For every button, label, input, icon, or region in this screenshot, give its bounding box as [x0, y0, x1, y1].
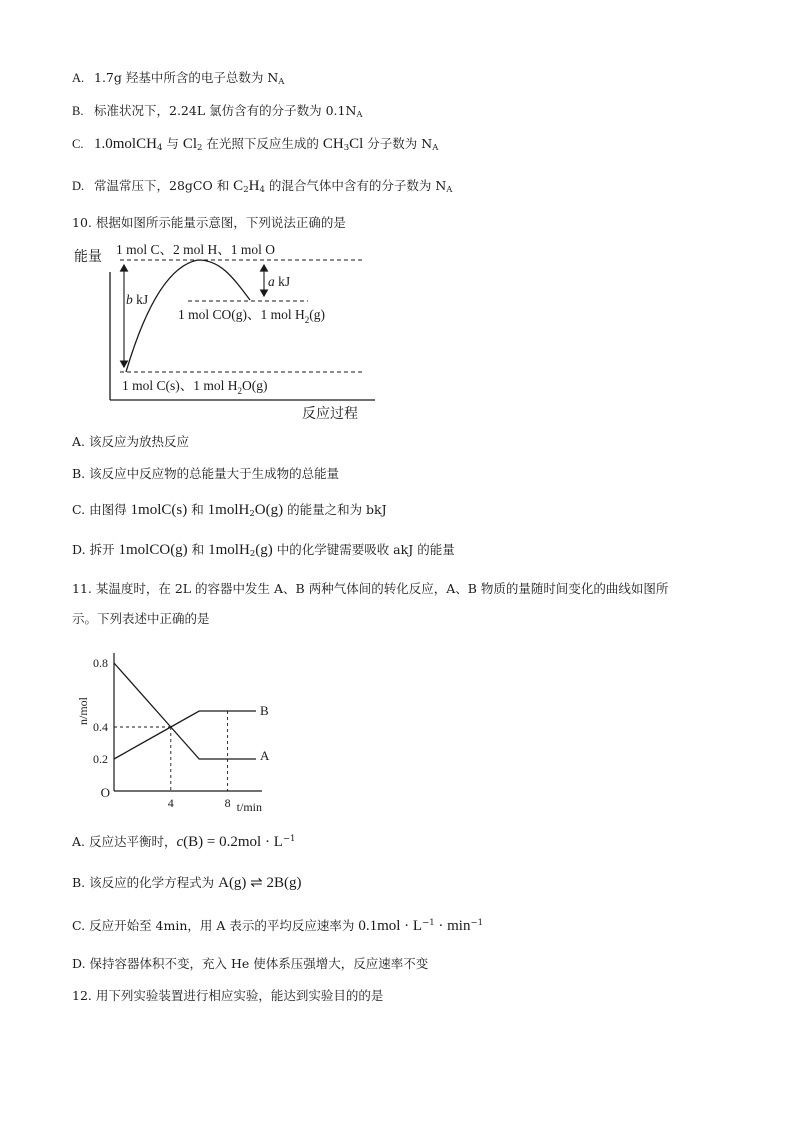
- chart-labels: [76, 656, 270, 814]
- x-tick-label: 8: [224, 796, 231, 810]
- series-label-b: B: [260, 703, 269, 718]
- b-kj-label: b kJ: [126, 292, 149, 307]
- y-tick-label: 0.2: [93, 752, 108, 766]
- q11-option-c: C. 反应开始至 4min，用 A 表示的平均反应速率为 $0.1mol \cdot L^{-1} \cdot \min^{-1}$: [72, 918, 483, 934]
- q11-stem-line-2: 示。下列表述中正确的是: [72, 611, 210, 626]
- a-kj-label: a kJ: [268, 274, 291, 289]
- q11-option-b: B. 该反应的化学方程式为 A(g) ⇌ 2B(g): [72, 875, 302, 891]
- q10-option-b: B. 该反应中反应物的总能量大于生成物的总能量: [72, 466, 340, 481]
- q11-option-a: A. 反应达平衡时，$c(B) = 0.2mol \cdot L^{-1}$: [72, 834, 296, 850]
- y-axis-label: n/mol: [76, 696, 90, 726]
- x-axis-label: t/min: [236, 800, 262, 814]
- q11-option-d: D. 保持容器体积不变，充入 He 使体系压强增大，反应速率不变: [72, 956, 429, 971]
- q9-option-b: B. 标准状况下，2.24L 氯仿含有的分子数为 $0.1N_A$: [72, 103, 363, 120]
- series-label-a: A: [260, 748, 270, 763]
- chart-series: [114, 663, 256, 759]
- q9-option-c: C. 1.0molCH$_4$ 与 $Cl_2$ 在光照下反应生成的 $CH_3Cl$ 分子数为 $N_A$: [72, 136, 439, 153]
- q12-stem: 12. 用下列实验装置进行相应实验，能达到实验目的的是: [72, 988, 384, 1003]
- series-line-b: [114, 711, 256, 759]
- energy-y-axis-label: 能量: [74, 250, 102, 265]
- origin-label: O: [100, 785, 110, 800]
- mid-level-label: 1 mol CO(g)、1 mol $H_2(g)$: [178, 307, 325, 325]
- y-tick-label: 0.4: [93, 720, 108, 734]
- q9-option-d: D. 常温常压下，28gCO 和 $C_2H_4$ 的混合气体中含有的分子数为 $N_A$: [72, 178, 453, 195]
- q10-option-c: C. 由图得 1molC(s) 和 1molH$_2$O(g) 的能量之和为 bkJ: [72, 502, 387, 519]
- chart-guides: [114, 711, 228, 791]
- y-tick-label: 0.8: [93, 656, 108, 670]
- amount-time-chart: [72, 645, 312, 820]
- q10-option-d: D. 拆开 1molCO(g) 和 1molH$_2$(g) 中的化学键需要吸收 akJ 的能量: [72, 542, 455, 559]
- q11-stem-line-1: 11. 某温度时，在 2L 的容器中发生 A、B 两种气体间的转化反应，A、B 物质的量随时间变化的曲线如图所: [72, 581, 669, 596]
- chart-axes: [114, 653, 262, 791]
- top-level-label: 1 mol C、2 mol H、1 mol O: [116, 242, 276, 257]
- bottom-level-label: 1 mol C(s)、1 mol $H_2O(g)$: [122, 378, 268, 396]
- energy-x-axis-label: 反应过程: [302, 407, 358, 422]
- q10-stem: 10. 根据如图所示能量示意图，下列说法正确的是: [72, 215, 346, 230]
- energy-diagram: [70, 238, 400, 428]
- x-tick-label: 4: [167, 796, 174, 810]
- q9-option-a: A. 1.7g 羟基中所含的电子总数为 $N_A$: [72, 70, 285, 87]
- q10-option-a: A. 该反应为放热反应: [72, 434, 189, 449]
